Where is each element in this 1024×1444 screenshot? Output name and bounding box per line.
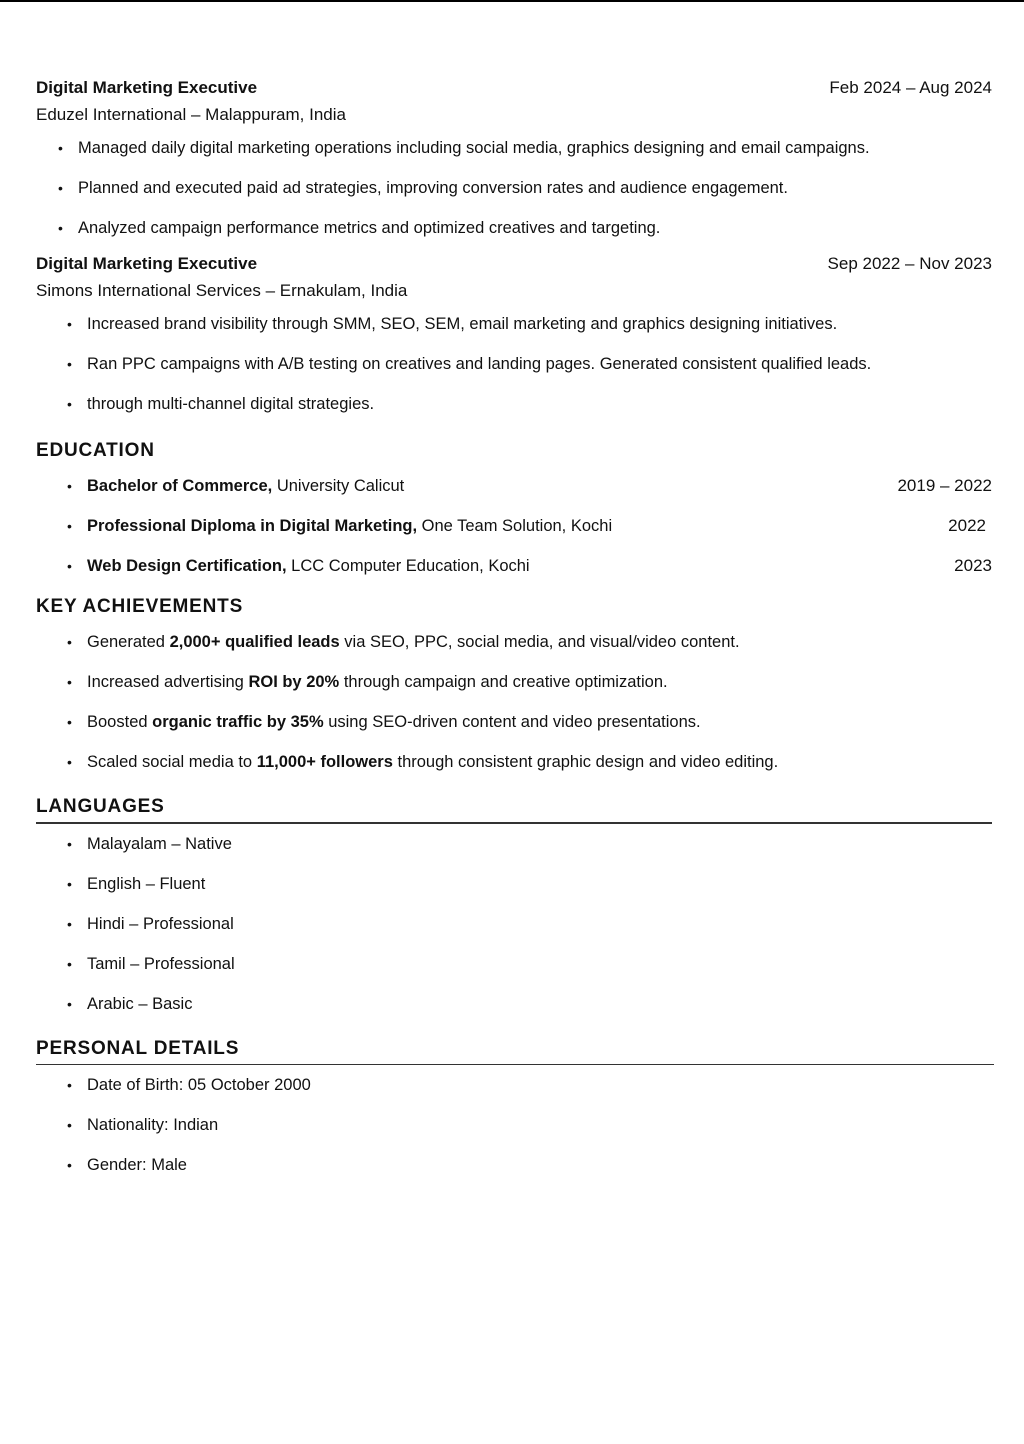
- list-item: • Planned and executed paid ad strategies, improving conversion rates and audience engagement.: [36, 168, 992, 208]
- achievement-text: Scaled social media to: [87, 753, 257, 771]
- education-year: 2023: [954, 556, 992, 575]
- education-year: 2022: [948, 516, 986, 535]
- list-item: [36, 662, 992, 702]
- list-item: [36, 702, 992, 742]
- list-item: • Gender: Male: [36, 1145, 992, 1185]
- achievement-highlight: ROI by 20%: [248, 673, 340, 691]
- experience-entry: [36, 254, 992, 424]
- education-item: [36, 546, 992, 586]
- education-entry: [87, 506, 612, 546]
- list-item: • English – Fluent: [36, 864, 992, 904]
- institution-name: LCC Computer Education, Kochi: [286, 557, 530, 575]
- languages-list: [36, 824, 992, 1024]
- achievement-highlight: 2,000+ qualified leads: [169, 633, 340, 651]
- degree-name: Web Design Certification,: [87, 557, 287, 575]
- personal-details-heading: PERSONAL DETAILS: [36, 1037, 240, 1059]
- resume-page: [36, 78, 992, 1185]
- achievement-highlight: 11,000+ followers: [256, 753, 393, 771]
- list-item: • Analyzed campaign performance metrics and optimized creatives and targeting.: [36, 208, 992, 248]
- education-heading: EDUCATION: [36, 440, 155, 461]
- achievement-text: using SEO-driven content and video presentations.: [323, 713, 701, 731]
- job-dates: Sep 2022 – Nov 2023: [827, 254, 992, 273]
- list-item: • Arabic – Basic: [36, 984, 992, 1024]
- education-year: 2019 – 2022: [897, 476, 992, 495]
- list-item: [36, 742, 992, 782]
- list-item: • Increased brand visibility through SMM, SEO, SEM, email marketing and graphics designing initiatives.: [36, 304, 992, 344]
- institution-name: One Team Solution, Kochi: [417, 517, 613, 535]
- job-header: [36, 78, 992, 102]
- job-header: [36, 254, 992, 278]
- job-bullet-list: [36, 128, 992, 248]
- job-bullet-list: [36, 304, 992, 424]
- institution-name: University Calicut: [272, 477, 405, 495]
- job-title: Digital Marketing Executive: [36, 78, 258, 97]
- list-item: • Date of Birth: 05 October 2000: [36, 1065, 992, 1105]
- list-item: • through multi-channel digital strategies.: [36, 384, 992, 424]
- degree-name: Professional Diploma in Digital Marketing,: [87, 517, 418, 535]
- education-item: [36, 466, 992, 506]
- list-item: [36, 622, 992, 662]
- achievements-list: [36, 622, 992, 782]
- top-border-line: [0, 0, 1024, 2]
- job-title: Digital Marketing Executive: [36, 254, 258, 273]
- achievement-highlight: organic traffic by 35%: [152, 713, 324, 731]
- list-item: • Managed daily digital marketing operations including social media, graphics designing and email campaigns.: [36, 128, 992, 168]
- languages-heading: LANGUAGES: [36, 796, 165, 817]
- job-company: Simons International Services – Ernakulam, India: [36, 281, 408, 300]
- education-entry: [87, 466, 404, 506]
- list-item: • Tamil – Professional: [36, 944, 992, 984]
- achievement-text: Increased advertising: [87, 673, 249, 691]
- job-dates: Feb 2024 – Aug 2024: [829, 78, 992, 97]
- achievement-text: Generated: [87, 633, 170, 651]
- education-entry: [87, 546, 530, 586]
- achievement-text: via SEO, PPC, social media, and visual/video content.: [339, 633, 740, 651]
- achievement-text: Boosted: [87, 713, 153, 731]
- achievement-text: through consistent graphic design and video editing.: [392, 753, 779, 771]
- list-item: • Ran PPC campaigns with A/B testing on creatives and landing pages. Generated consistent qualified leads.: [36, 344, 992, 384]
- list-item: • Hindi – Professional: [36, 904, 992, 944]
- list-item: • Nationality: Indian: [36, 1105, 992, 1145]
- degree-name: Bachelor of Commerce,: [87, 477, 273, 495]
- experience-entry: [36, 78, 992, 248]
- list-item: • Malayalam – Native: [36, 824, 992, 864]
- achievement-text: through campaign and creative optimization.: [339, 673, 668, 691]
- education-item: [36, 506, 992, 546]
- achievements-heading: KEY ACHIEVEMENTS: [36, 596, 244, 617]
- education-list: [36, 466, 992, 586]
- personal-details-list: [36, 1065, 992, 1185]
- job-company: Eduzel International – Malappuram, India: [36, 105, 346, 124]
